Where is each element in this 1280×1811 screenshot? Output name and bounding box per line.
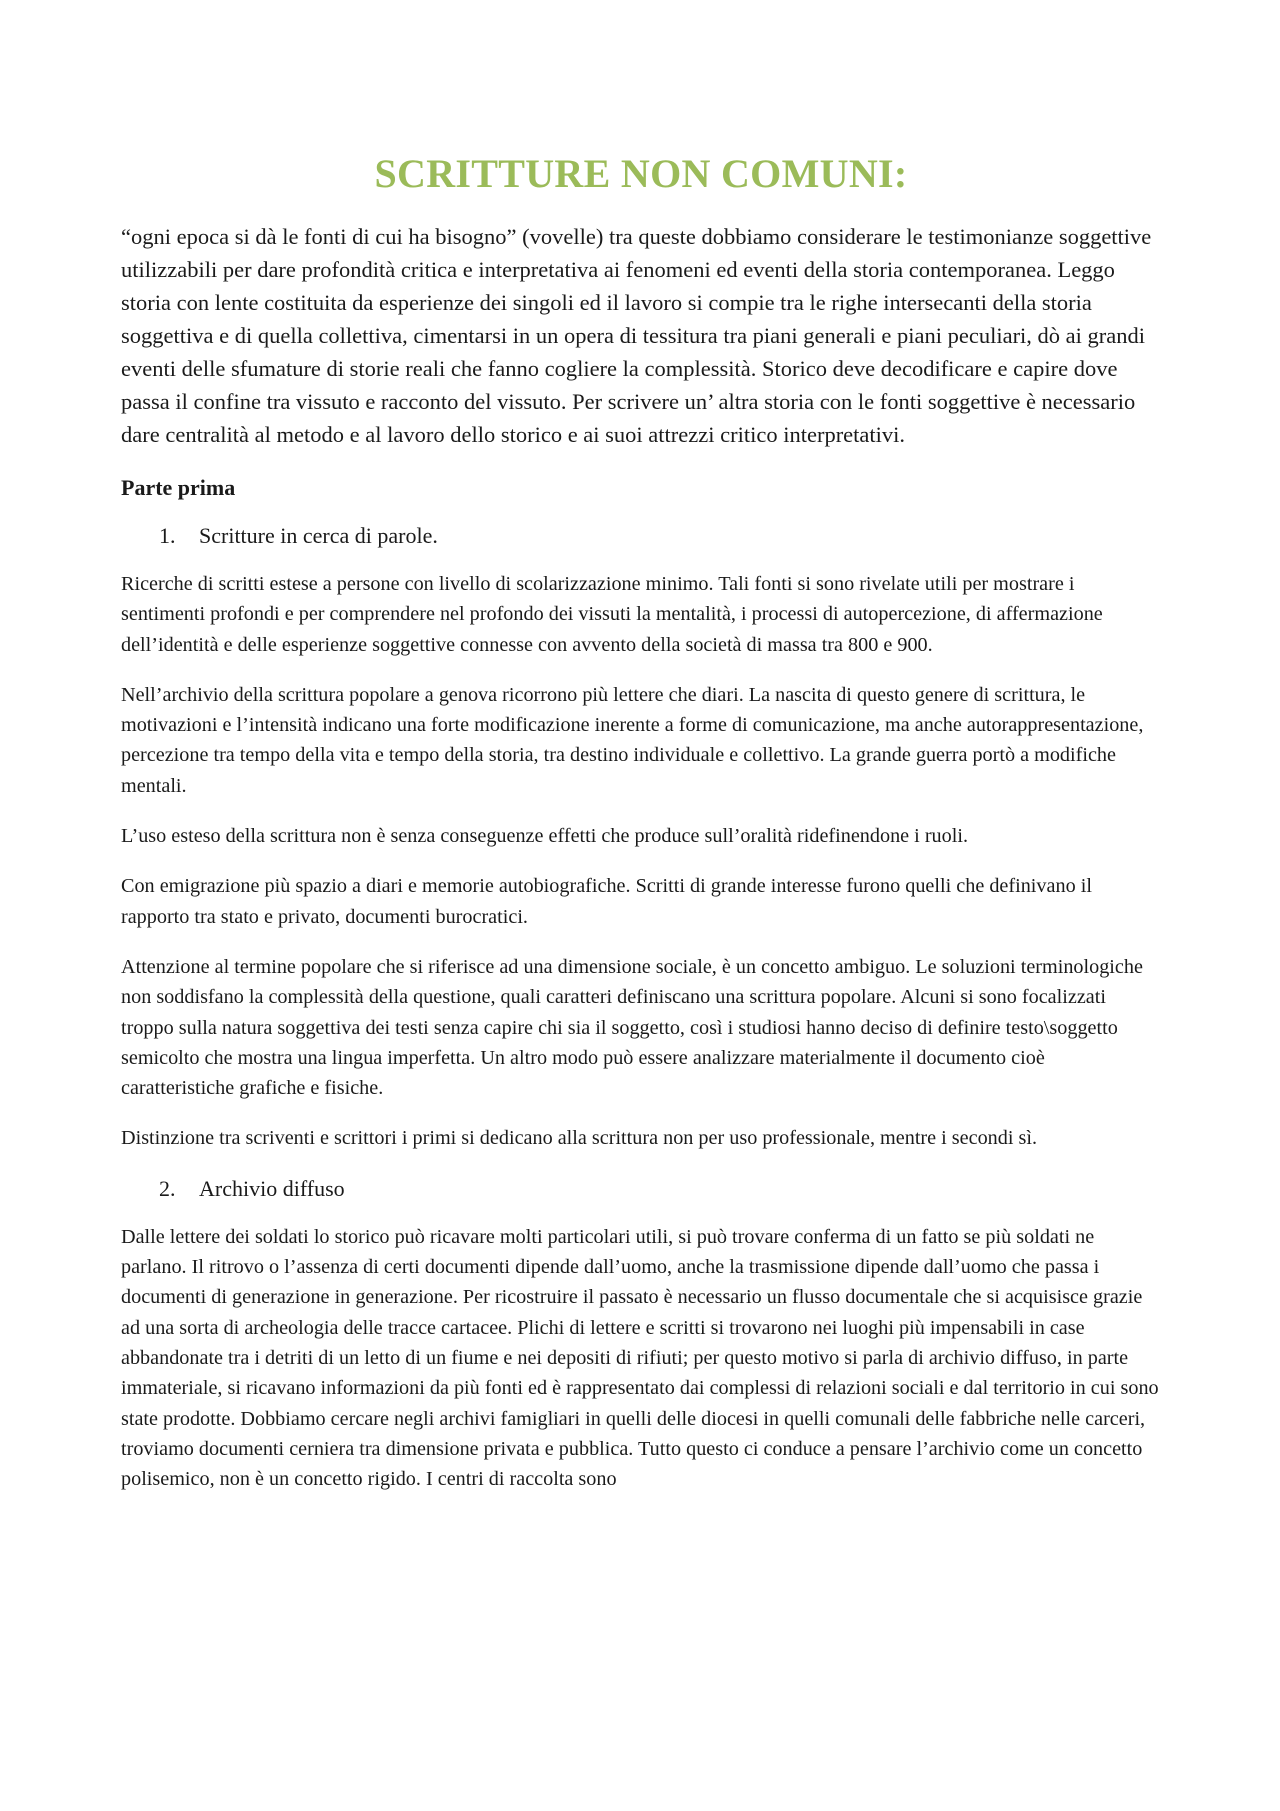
body-paragraph: Con emigrazione più spazio a diari e memorie autobiografiche. Scritti di grande interesse furono quelli che definivano il rapporto tra stato e privato, documenti burocratici. [121, 875, 1092, 928]
body-paragraph: Dalle lettere dei soldati lo storico può ricavare molti particolari utili, si può trovare conferma di un fatto se più soldati ne parlano. Il ritrovo o l’assenza di certi documenti dipende dall’uomo, anche la trasmissione dipende dall’uomo che passa i documenti di generazione in generazione. Per ricostruire il passato è necessario un flusso documentale che si acquisisce grazie ad una sorta di archeologia delle tracce cartacee. Plichi di lettere e scritti si trovarono nei luoghi più impensabili in case abbandonate tra i detriti di un letto di un fiume e nei depositi di rifiuti; per questo motivo si parla di archivio diffuso, in parte immateriale, si ricavano informazioni da più fonti ed è rappresentato dai complessi di relazioni sociali e dal territorio in cui sono state prodotte. Dobbiamo cercare negli archivi famigliari in quelli delle diocesi in quelli comunali delle fabbriche nelle carceri, troviamo documenti cerniera tra dimensione privata e pubblica. Tutto questo ci conduce a pensare l’archivio come un concetto polisemico, non è un concetto rigido. I centri di raccolta sono [121, 1225, 1159, 1491]
body-paragraph: Ricerche di scritti estese a persone con livello di scolarizzazione minimo. Tali fonti si sono rivelate utili per mostrare i sentimenti profondi e per comprendere nel profondo dei vissuti la mentalità, i processi di autopercezione, di affermazione dell’identità e delle esperienze soggettive connesse con avvento della società di massa tra 800 e 900. [121, 573, 1103, 656]
body-paragraph: Distinzione tra scriventi e scrittori i primi si dedicano alla scrittura non per uso professionale, mentre i secondi sì. [121, 1127, 1038, 1150]
list-item-2 [159, 1174, 1161, 1204]
document-title: SCRITTURE NON COMUNI: [374, 151, 908, 196]
list-item-label: Archivio diffuso [199, 1175, 345, 1201]
document-page [121, 150, 1161, 1514]
section-heading: Parte prima [121, 475, 236, 500]
intro-paragraph: “ogni epoca si dà le fonti di cui ha bisogno” (vovelle) tra queste dobbiamo considerare le testimonianze soggettive utilizzabili per dare profondità critica e interpretativa ai fenomeni ed eventi della storia contemporanea. Leggo storia con lente costituita da esperienze dei singoli ed il lavoro si compie tra le righe intersecanti della storia soggettiva e di quella collettiva, cimentarsi in un opera di tessitura tra piani generali e piani peculiari, dò ai grandi eventi delle sfumature di storie reali che fanno cogliere la complessità. Storico deve decodificare e capire dove passa il confine tra vissuto e racconto del vissuto. Per scrivere un’ altra storia con le fonti soggettive è necessario dare centralità al metodo e al lavoro dello storico e ai suoi attrezzi critico interpretativi. [121, 224, 1152, 447]
body-paragraph: Nell’archivio della scrittura popolare a genova ricorrono più lettere che diari. La nascita di questo genere di scrittura, le motivazioni e l’intensità indicano una forte modificazione inerente a forme di comunicazione, ma anche autorappresentazione, percezione tra tempo della vita e tempo della storia, tra destino individuale e collettivo. La grande guerra portò a modifiche mentali. [121, 683, 1144, 797]
list-item-label: Scritture in cerca di parole. [199, 523, 438, 548]
body-paragraph: L’uso esteso della scrittura non è senza conseguenze effetti che produce sull’oralità ridefinendone i ruoli. [121, 825, 969, 848]
list-item-number: 1. [159, 523, 176, 548]
list-item-1 [159, 521, 1161, 551]
body-paragraph: Attenzione al termine popolare che si riferisce ad una dimensione sociale, è un concetto ambiguo. Le soluzioni terminologiche non soddisfano la complessità della questione, quali caratteri definiscano una scrittura popolare. Alcuni si sono focalizzati troppo sulla natura soggettiva dei testi senza capire chi sia il soggetto, così i studiosi hanno deciso di definire testo\soggetto semicolto che mostra una lingua imperfetta. Un altro modo può essere analizzare materialmente il documento cioè caratteristiche grafiche e fisiche. [121, 955, 1143, 1100]
list-item-number: 2. [159, 1175, 176, 1201]
